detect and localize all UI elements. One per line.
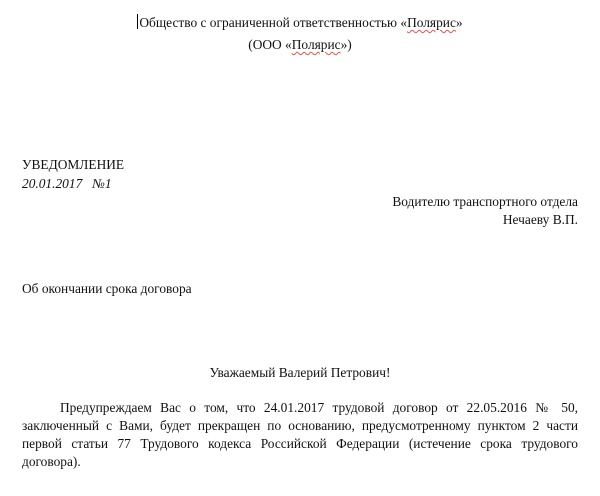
- org-name-misspelled: Полярис: [407, 15, 456, 30]
- document-subject: Об окончании срока договора: [22, 281, 192, 296]
- org-short-name-misspelled: Полярис: [291, 37, 341, 52]
- organization-full-name: [0, 14, 600, 32]
- org-full-prefix: Общество с ограниченной ответственностью «: [139, 15, 408, 30]
- recipient-name: Нечаеву В.П.: [502, 212, 578, 227]
- org-short-suffix: »): [340, 37, 352, 52]
- body-paragraph: Предупреждаем Вас о том, что 24.01.2017 трудовой договор от 22.05.2016 № 50, заключенный с Вами, будет прекращен по основанию, предусмотренному пунктом 2 части первой статьи 77 Трудового кодекса Российской Федерации (истечение срока трудового договора).: [22, 400, 578, 469]
- organization-short-name: [0, 36, 600, 54]
- document-type: УВЕДОМЛЕНИЕ: [22, 157, 125, 172]
- org-short-prefix: (ООО «: [248, 37, 292, 52]
- document-date-number: 20.01.2017 №1: [22, 176, 112, 191]
- org-full-suffix: »: [455, 15, 463, 30]
- recipient-position: Водителю транспортного отдела: [392, 194, 578, 209]
- greeting: Уважаемый Валерий Петрович!: [209, 365, 391, 380]
